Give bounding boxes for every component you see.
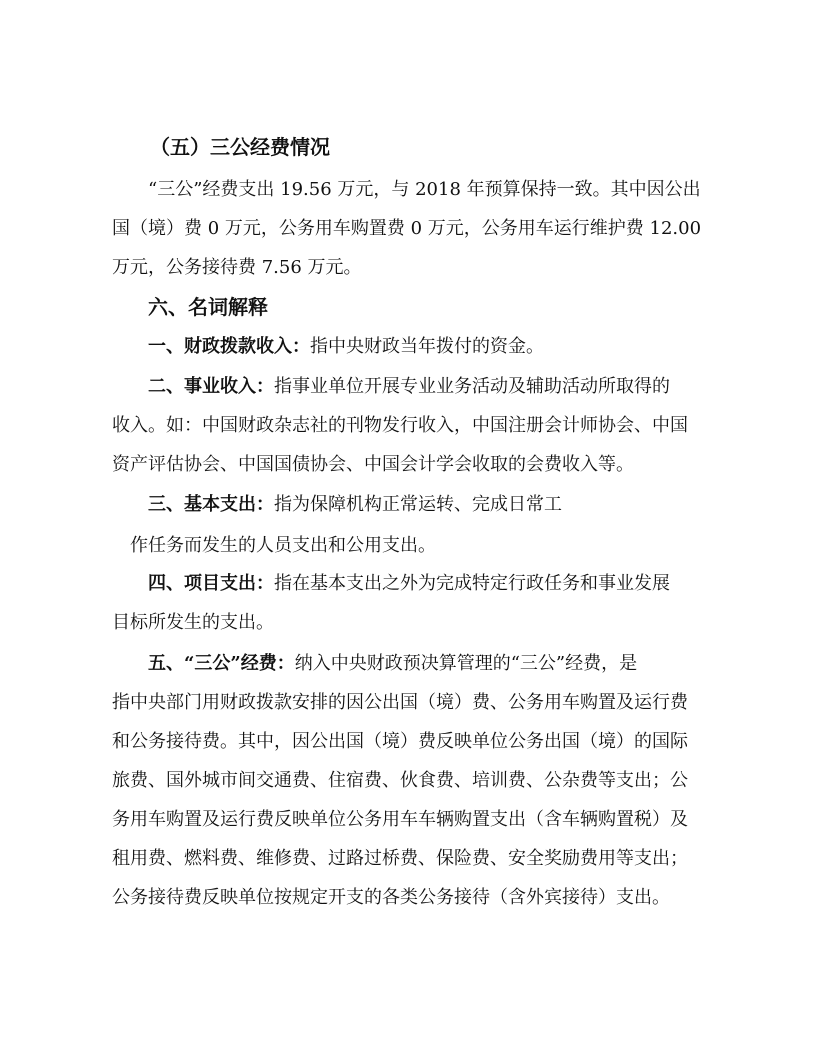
term-4-line-2: 目标所发生的支出。 <box>112 612 274 633</box>
term-1-label: 一、财政拨款收入： <box>148 336 310 357</box>
term-5-line-4: 旅费、国外城市间交通费、住宿费、伙食费、培训费、公杂费等支出；公 <box>112 770 688 791</box>
term-5 <box>148 652 815 676</box>
term-5-text: 纳入中央财政预决算管理的“三公”经费，是 <box>294 653 638 674</box>
section-6-heading: 六、名词解释 <box>148 295 268 319</box>
term-5-line-5: 务用车购置及运行费反映单位公务用车车辆购置支出（含车辆购置税）及 <box>112 809 688 830</box>
term-2-label: 二、事业收入： <box>148 376 274 397</box>
term-4-label: 四、项目支出： <box>148 573 274 594</box>
term-3-text: 指为保障机构正常运转、完成日常工 <box>274 494 562 515</box>
term-5-line-7: 公务接待费反映单位按规定开支的各类公务接待（含外宾接待）支出。 <box>112 887 670 908</box>
section-5-line-1: “三公”经费支出 19.56 万元，与 2018 年预算保持一致。其中因公出 <box>148 179 701 200</box>
term-3-label: 三、基本支出： <box>148 494 274 515</box>
term-2-text: 指事业单位开展专业业务活动及辅助活动所取得的 <box>274 376 670 397</box>
term-3-line-2: 作任务而发生的人员支出和公用支出。 <box>130 535 436 556</box>
term-3 <box>148 493 815 517</box>
section-5-line-2: 国（境）费 0 万元，公务用车购置费 0 万元，公务用车运行维护费 12.00 <box>112 218 702 239</box>
term-2 <box>148 375 815 399</box>
term-5-line-6: 租用费、燃料费、维修费、过路过桥费、保险费、安全奖励费用等支出； <box>112 848 688 869</box>
term-4-text: 指在基本支出之外为完成特定行政任务和事业发展 <box>274 573 670 594</box>
term-5-label: 五、“三公”经费： <box>148 653 295 674</box>
term-2-line-3: 资产评估协会、中国国债协会、中国会计学会收取的会费收入等。 <box>112 454 634 475</box>
term-4 <box>148 572 815 596</box>
section-5-line-3: 万元，公务接待费 7.56 万元。 <box>112 257 362 278</box>
term-5-line-3: 和公务接待费。其中，因公出国（境）费反映单位公务出国（境）的国际 <box>112 731 688 752</box>
term-2-line-2: 收入。如：中国财政杂志社的刊物发行收入，中国注册会计师协会、中国 <box>112 415 688 436</box>
term-1-text: 指中央财政当年拨付的资金。 <box>310 336 544 357</box>
term-1 <box>148 335 815 359</box>
term-5-line-2: 指中央部门用财政拨款安排的因公出国（境）费、公务用车购置及运行费 <box>112 692 688 713</box>
section-5-heading: （五）三公经费情况 <box>150 135 330 159</box>
